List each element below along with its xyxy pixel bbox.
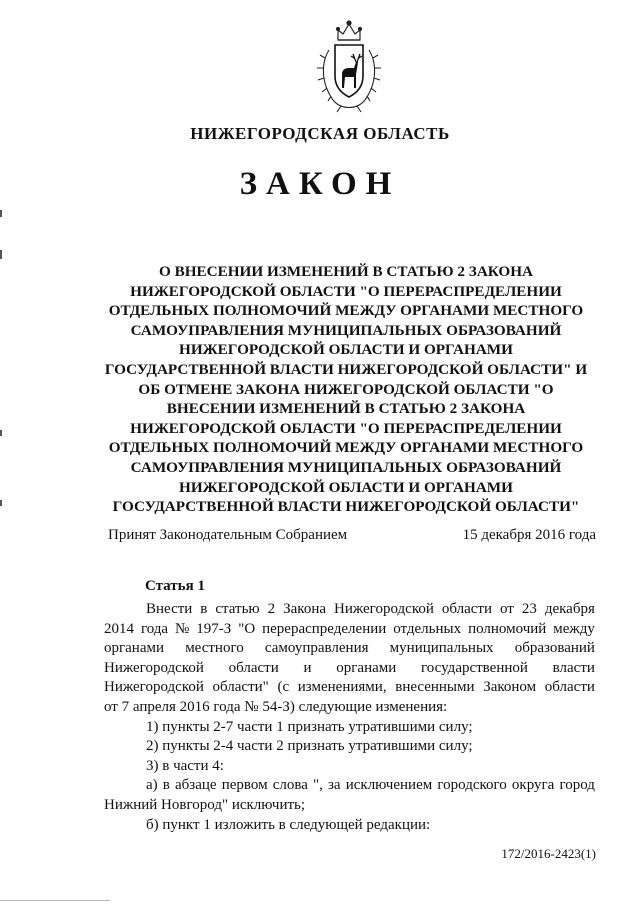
scan-mark	[0, 900, 110, 901]
law-title	[96, 262, 596, 517]
scan-mark	[0, 500, 2, 506]
article-line: Внести в статью 2 Закона Нижегородской области от 23 декабря	[146, 601, 595, 617]
title-line: НИЖЕГОРОДСКОЙ ОБЛАСТИ "О ПЕРЕРАСПРЕДЕЛЕНИИ	[130, 419, 562, 437]
article-line: а) в абзаце первом слова ", за исключением городского округа город	[146, 777, 595, 794]
title-line: ОТДЕЛЬНЫХ ПОЛНОМОЧИЙ МЕЖДУ ОРГАНАМИ МЕСТНОГО	[108, 302, 584, 320]
region-name: НИЖЕГОРОДСКАЯ ОБЛАСТЬ	[190, 124, 450, 143]
scan-mark	[0, 430, 2, 436]
title-line: НИЖЕГОРОДСКОЙ ОБЛАСТИ И ОРГАНАМИ	[179, 478, 513, 496]
title-line: ОБ ОТМЕНЕ ЗАКОНА НИЖЕГОРОДСКОЙ ОБЛАСТИ "О	[138, 380, 554, 398]
article-line: органами местного самоуправления муниципальных образований	[104, 640, 595, 657]
adoption-date: 15 декабря 2016 года	[462, 527, 596, 543]
title-line: ВНЕСЕНИИ ИЗМЕНЕНИЙ В СТАТЬЮ 2 ЗАКОНА	[166, 400, 526, 418]
article-line: 1) пункты 2-7 части 1 признать утратившими силу;	[146, 718, 473, 735]
title-line: ГОСУДАРСТВЕННОЙ ВЛАСТИ НИЖЕГОРОДСКОЙ ОБЛАСТИ"	[112, 498, 580, 516]
article-line: Нижний Новгород" исключить;	[104, 796, 306, 813]
adoption-line	[108, 527, 596, 544]
scan-mark	[0, 250, 2, 259]
article-text	[104, 600, 595, 835]
scan-mark	[0, 210, 2, 217]
document-code: 172/2016-2423(1)	[501, 846, 596, 861]
article-line: Нижегородской области и органами государственной власти	[104, 659, 595, 676]
title-line: САМОУПРАВЛЕНИЯ МУНИЦИПАЛЬНЫХ ОБРАЗОВАНИЙ	[130, 458, 562, 476]
title-line: ОТДЕЛЬНЫХ ПОЛНОМОЧИЙ МЕЖДУ ОРГАНАМИ МЕСТНОГО	[108, 439, 584, 457]
title-line: САМОУПРАВЛЕНИЯ МУНИЦИПАЛЬНЫХ ОБРАЗОВАНИЙ	[130, 321, 562, 339]
article-line: от 7 апреля 2016 года № 54-З) следующие изменения:	[104, 698, 448, 715]
document-type: ЗАКОН	[239, 166, 401, 202]
title-line: ГОСУДАРСТВЕННОЙ ВЛАСТИ НИЖЕГОРОДСКОЙ ОБЛАСТИ" И	[104, 360, 588, 378]
title-line: О ВНЕСЕНИИ ИЗМЕНЕНИЙ В СТАТЬЮ 2 ЗАКОНА	[158, 263, 534, 280]
adopted-by: Принят Законодательным Собранием	[108, 527, 348, 543]
article-line: б) пункт 1 изложить в следующей редакции:	[146, 816, 431, 833]
article-line: Нижегородской области" (с изменениями, внесенными Законом области	[104, 679, 595, 696]
title-line: НИЖЕГОРОДСКОЙ ОБЛАСТИ "О ПЕРЕРАСПРЕДЕЛЕНИИ	[130, 282, 562, 300]
article-line: 2) пункты 2-4 части 2 признать утратившими силу;	[146, 738, 473, 755]
coat-of-arms-emblem	[311, 18, 387, 118]
article-line: 3) в части 4:	[146, 757, 224, 774]
article-line: 2014 года № 197-З "О перераспределении отдельных полномочий между	[104, 620, 595, 637]
title-line: НИЖЕГОРОДСКОЙ ОБЛАСТИ И ОРГАНАМИ	[179, 341, 513, 359]
article-heading: Статья 1	[145, 578, 205, 594]
